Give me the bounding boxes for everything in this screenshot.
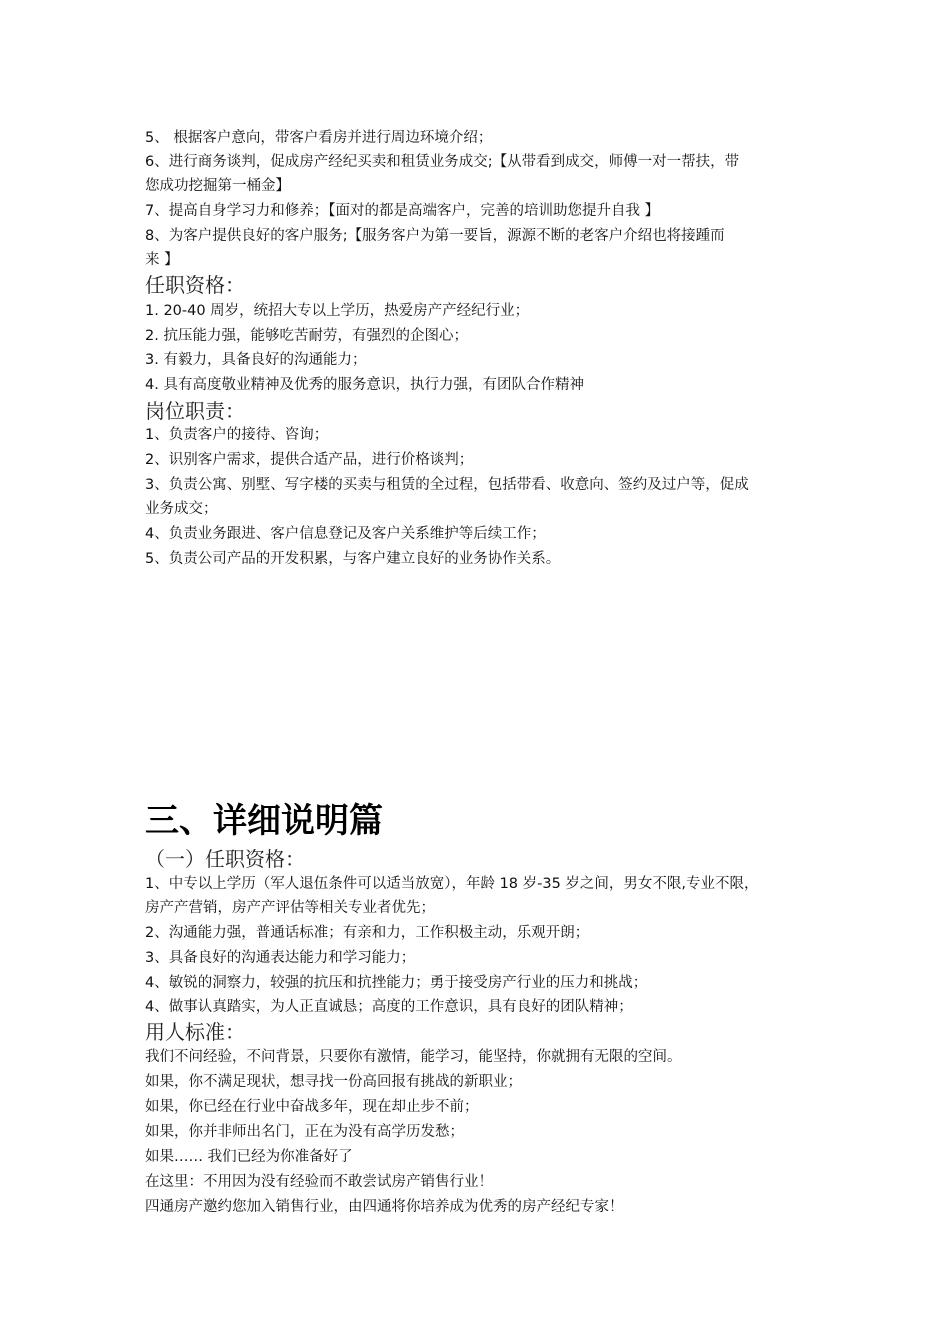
section-three-subheading: （一）任职资格： <box>145 847 305 871</box>
requirement-item: 3、具备良好的沟通表达能力和学习能力； <box>145 950 416 966</box>
requirement-item: 4、敏锐的洞察力，较强的抗压和抗挫能力；勇于接受房产行业的压力和挑战； <box>145 975 648 991</box>
duty-item-cont: 业务成交； <box>145 501 218 517</box>
requirement-item-cont: 房产产营销，房产产评估等相关专业者优先； <box>145 900 435 916</box>
standards-line: 如果…… 我们已经为你准备好了 <box>145 1149 353 1165</box>
job-item-8: 8、为客户提供良好的客户服务;【服务客户为第一要旨，源源不断的老客户介绍也将接踵而 <box>145 228 725 244</box>
duties-heading: 岗位职责： <box>145 399 245 423</box>
job-item-6: 6、进行商务谈判，促成房产经纪买卖和租赁业务成交;【从带看到成交，师傅一对一帮扶，带 <box>145 154 740 170</box>
job-item-6-cont: 您成功挖掘第一桶金】 <box>145 178 290 194</box>
standards-line: 如果，你已经在行业中奋战多年，现在却止步不前； <box>145 1099 479 1115</box>
qualification-item: 3. 有毅力，具备良好的沟通能力； <box>145 352 367 368</box>
duty-item: 3、负责公寓、别墅、写字楼的买卖与租赁的全过程，包括带看、收意向、签约及过户等，促成 <box>145 477 749 493</box>
requirement-item: 4、做事认真踏实，为人正直诚恳；高度的工作意识，具有良好的团队精神； <box>145 999 633 1015</box>
job-item-5: 5、 根据客户意向，带客户看房并进行周边环境介绍； <box>145 130 493 146</box>
requirement-item: 1、中专以上学历（军人退伍条件可以适当放宽），年龄 18 岁-35 岁之间，男女不限,专业不限， <box>145 876 759 892</box>
duty-item: 5、负责公司产品的开发积累，与客户建立良好的业务协作关系。 <box>145 551 561 567</box>
section-three-title: 三、详细说明篇 <box>145 801 383 841</box>
standards-line: 我们不问经验，不问背景，只要你有激情，能学习，能坚持，你就拥有无限的空间。 <box>145 1049 682 1065</box>
qualification-item: 2. 抗压能力强，能够吃苦耐劳，有强烈的企图心； <box>145 328 468 344</box>
requirement-item: 2、沟通能力强，普通话标准；有亲和力，工作积极主动，乐观开朗； <box>145 925 590 941</box>
qualification-item: 4. 具有高度敬业精神及优秀的服务意识，执行力强，有团队合作精神 <box>145 377 584 393</box>
standards-line: 如果，你不满足现状，想寻找一份高回报有挑战的新职业； <box>145 1074 522 1090</box>
duty-item: 2、识别客户需求，提供合适产品，进行价格谈判； <box>145 452 474 468</box>
standards-line: 四通房产邀约您加入销售行业，由四通将你培养成为优秀的房产经纪专家！ <box>145 1199 624 1215</box>
job-item-8-cont: 来 】 <box>145 252 179 268</box>
job-item-7: 7、提高自身学习力和修养；【面对的都是高端客户，完善的培训助您提升自我 】 <box>145 203 660 219</box>
qualifications-heading: 任职资格： <box>145 273 245 297</box>
standards-heading: 用人标准： <box>145 1020 245 1044</box>
standards-line: 在这里：不用因为没有经验而不敢尝试房产销售行业！ <box>145 1174 493 1190</box>
duty-item: 4、负责业务跟进、客户信息登记及客户关系维护等后续工作； <box>145 526 546 542</box>
standards-line: 如果，你并非师出名门，正在为没有高学历发愁； <box>145 1124 464 1140</box>
duty-item: 1、负责客户的接待、咨询； <box>145 427 329 443</box>
qualification-item: 1. 20-40 周岁，统招大专以上学历，热爱房产产经纪行业； <box>145 303 530 319</box>
